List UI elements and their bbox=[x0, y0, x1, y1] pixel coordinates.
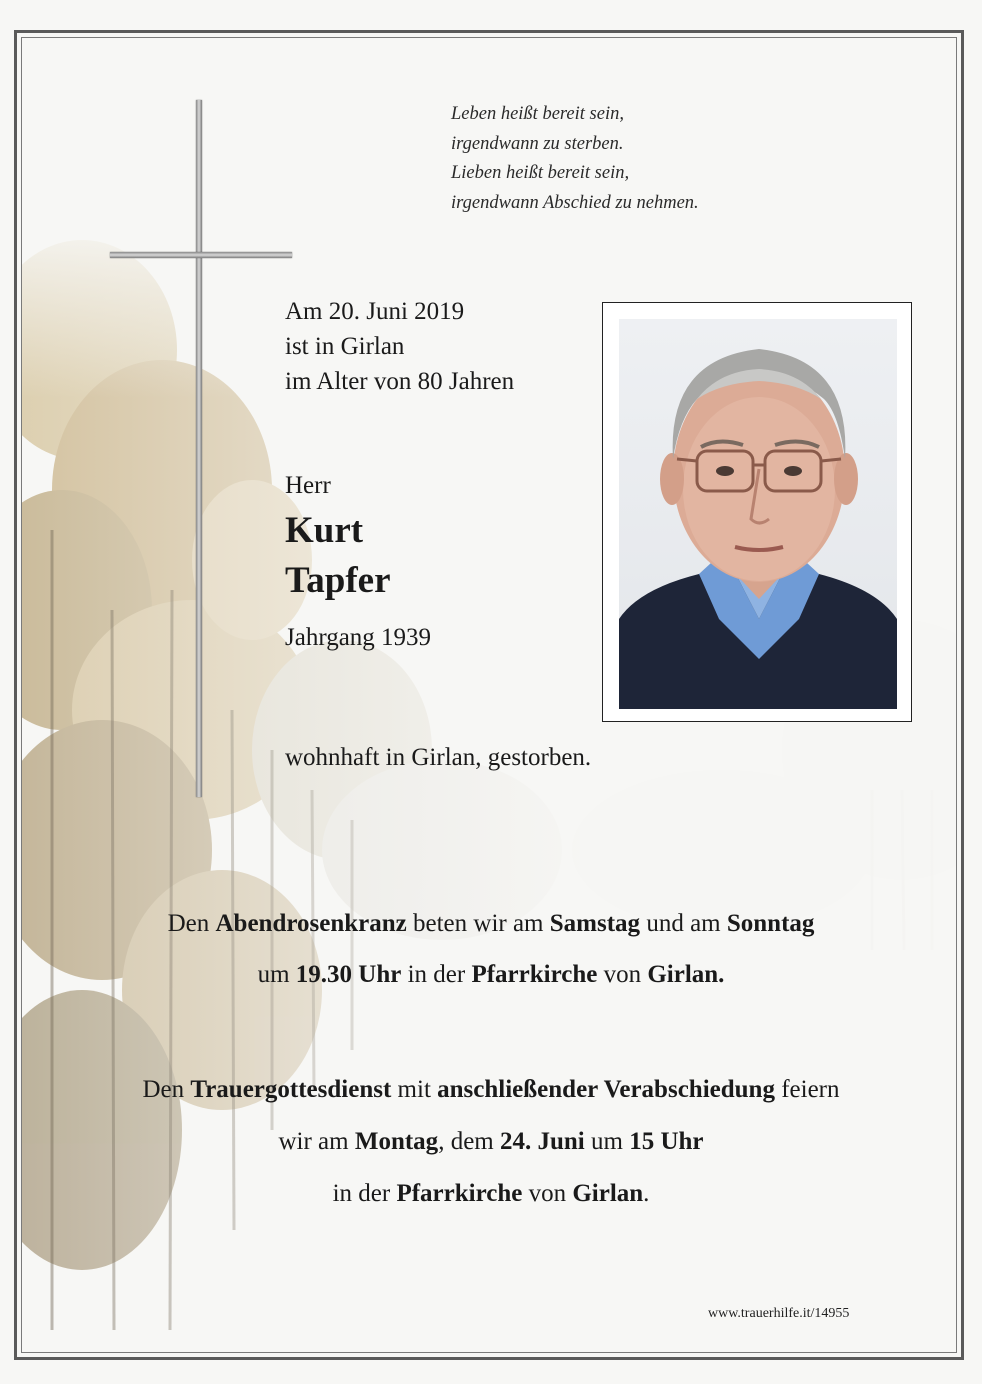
death-age: im Alter von 80 Jahren bbox=[285, 368, 515, 395]
funeral-line-3 bbox=[0, 1168, 982, 1220]
cross-icon-horizontal-bar bbox=[110, 252, 292, 258]
funeral-announcement bbox=[0, 1064, 982, 1220]
portrait-frame bbox=[602, 302, 912, 722]
funeral-date: 24. Juni bbox=[499, 1128, 585, 1155]
funeral-time: 15 Uhr bbox=[629, 1128, 704, 1155]
text: von bbox=[597, 961, 648, 988]
text: , dem bbox=[438, 1128, 500, 1155]
rosary-church: Pfarrkirche bbox=[471, 961, 598, 988]
poem-line: Lieben heißt bereit sein, bbox=[451, 163, 630, 183]
funeral-line-1 bbox=[0, 1064, 982, 1116]
last-name: Tapfer bbox=[285, 560, 391, 601]
funeral-farewell: anschließender Verabschiedung bbox=[437, 1076, 775, 1103]
rosary-time: 19.30 Uhr bbox=[295, 961, 402, 988]
poem-line: irgendwann Abschied zu nehmen. bbox=[451, 192, 699, 213]
residence: wohnhaft in Girlan, gestorben. bbox=[285, 744, 592, 771]
deceased-name bbox=[285, 506, 391, 606]
text: beten wir am bbox=[406, 910, 550, 937]
text: Den bbox=[167, 910, 216, 937]
text: feiern bbox=[774, 1076, 840, 1103]
text: von bbox=[522, 1180, 573, 1207]
rosary-day-2: Sonntag bbox=[726, 910, 815, 937]
death-date: Am 20. Juni 2019 bbox=[285, 298, 465, 325]
rosary-town: Girlan. bbox=[647, 961, 725, 988]
rosary-day-1: Samstag bbox=[549, 910, 641, 937]
text: wir am bbox=[278, 1128, 355, 1155]
rosary-line-2 bbox=[0, 949, 982, 1000]
text: in der bbox=[332, 1180, 397, 1207]
poem bbox=[451, 100, 811, 218]
salutation: Herr bbox=[285, 472, 331, 499]
funeral-church: Pfarrkirche bbox=[396, 1180, 523, 1207]
rosary-announcement bbox=[0, 898, 982, 1000]
text: und am bbox=[640, 910, 727, 937]
text: Den bbox=[142, 1076, 191, 1103]
text: um bbox=[584, 1128, 630, 1155]
portrait-photo bbox=[619, 319, 897, 709]
text: . bbox=[643, 1180, 650, 1207]
funeral-service: Trauergottesdienst bbox=[190, 1076, 392, 1103]
cross-icon-vertical-bar bbox=[196, 100, 202, 797]
funeral-line-2 bbox=[0, 1116, 982, 1168]
first-name: Kurt bbox=[285, 510, 364, 551]
rosary-prayer: Abendrosenkranz bbox=[215, 910, 407, 937]
death-intro bbox=[285, 294, 514, 399]
text: in der bbox=[401, 961, 472, 988]
poem-line: Leben heißt bereit sein, bbox=[451, 104, 624, 124]
rosary-line-1 bbox=[0, 898, 982, 949]
birth-year: Jahrgang 1939 bbox=[285, 624, 432, 651]
funeral-town: Girlan bbox=[572, 1180, 644, 1207]
text: mit bbox=[391, 1076, 438, 1103]
poem-line: irgendwann zu sterben. bbox=[451, 133, 624, 154]
text: um bbox=[257, 961, 296, 988]
death-place: ist in Girlan bbox=[285, 333, 405, 360]
funeral-day: Montag bbox=[354, 1128, 439, 1155]
source-url: www.trauerhilfe.it/14955 bbox=[708, 1306, 850, 1321]
